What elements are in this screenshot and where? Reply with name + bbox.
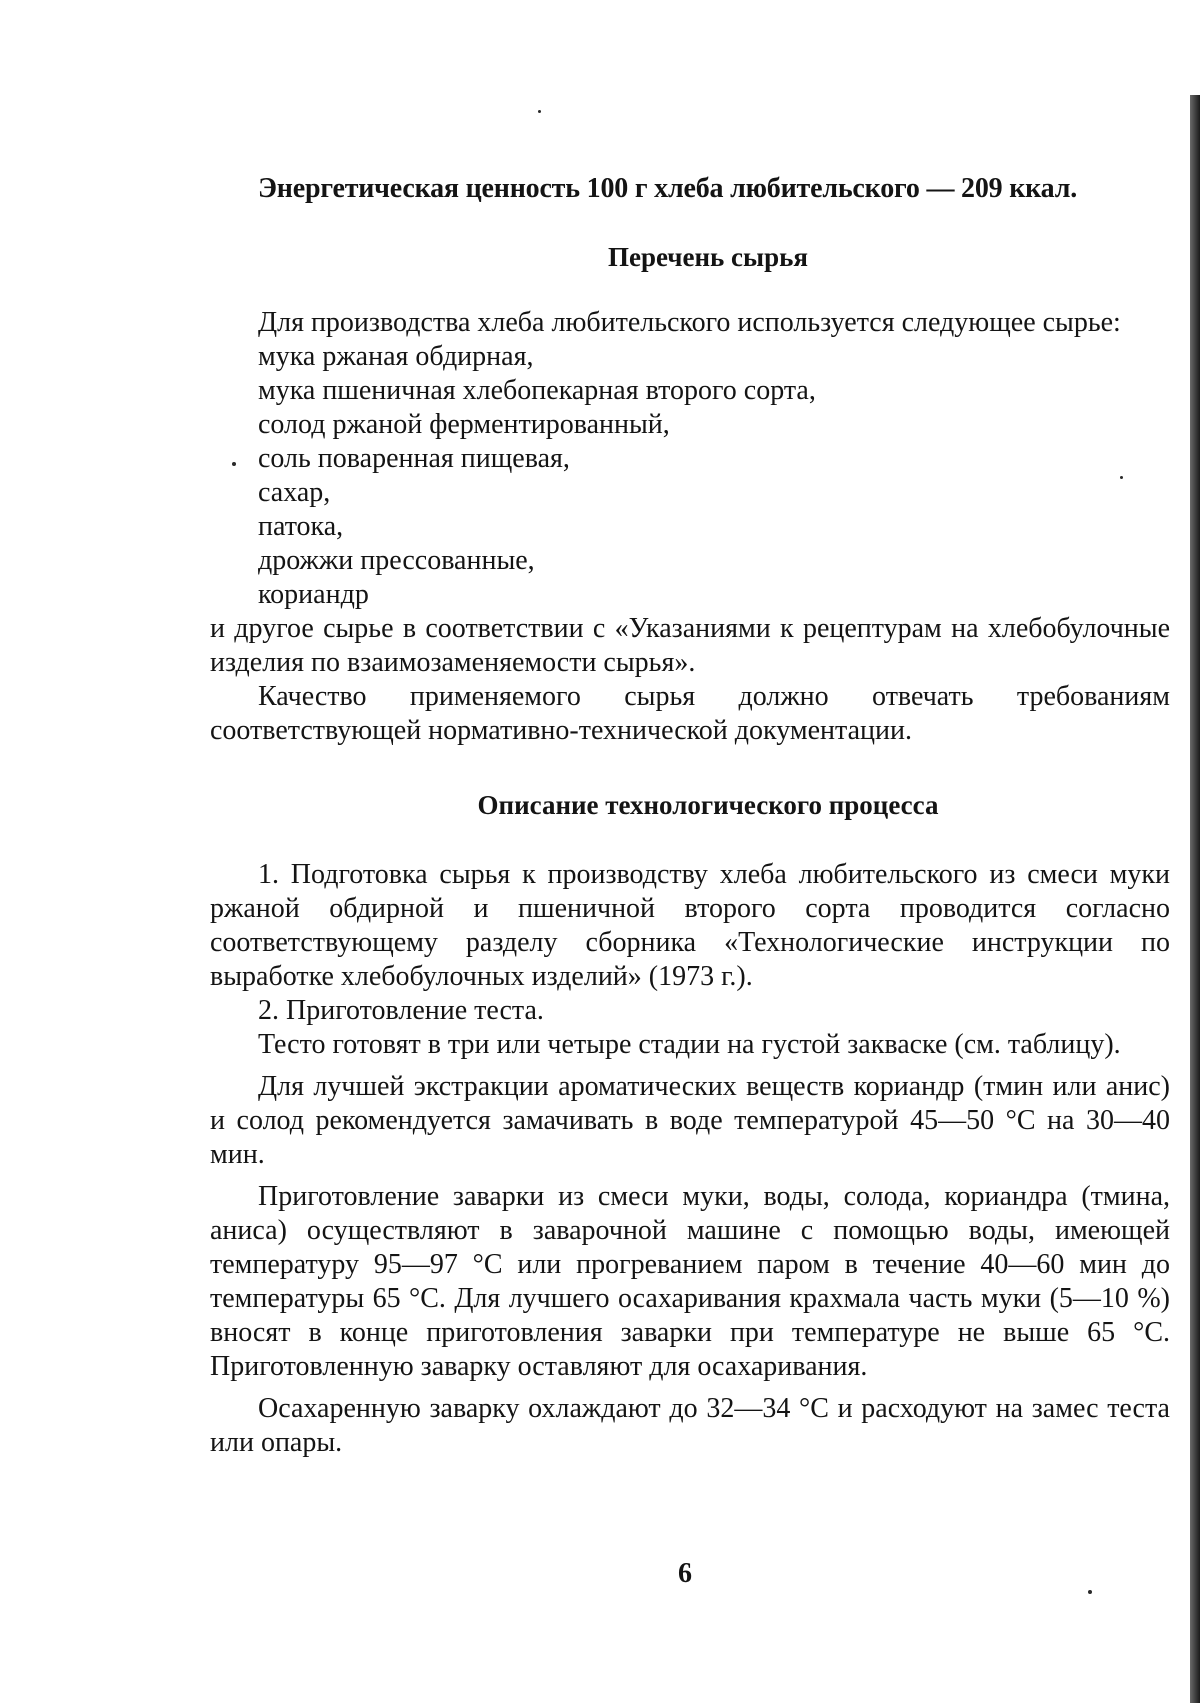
page-number: 6 [0, 1558, 1200, 1590]
list-item: дрожжи прессованные, [258, 544, 1170, 578]
section-title-process: Описание технологического процесса [210, 786, 1170, 824]
quality-paragraph: Качество применяемого сырья должно отвечать требованиям соответствующей нормативно-технической документации. [210, 680, 1170, 748]
process-paragraph: 2. Приготовление теста. [210, 994, 1170, 1028]
scan-speck [232, 462, 236, 466]
list-item: мука ржаная обдирная, [258, 340, 1170, 374]
scan-speck [538, 110, 541, 113]
process-paragraph: Приготовление заварки из смеси муки, воды, солода, кориандра (тмина, аниса) осуществляют в заварочной машине с помощью воды, имеющей температуру 95—97 °С или прогреванием паром в течение 40—60 мин до температуры 65 °С. Для лучшего осахаривания крахмала часть муки (5—10 %) вносят в конце приготовления заварки при температуре не выше 65 °С. Приготовленную заварку оставляют для осахаривания. [210, 1180, 1170, 1384]
list-item: соль поваренная пищевая, [258, 442, 1170, 476]
raw-materials-list [210, 340, 1170, 612]
energy-value-line: Энергетическая ценность 100 г хлеба любительского — 209 ккал. [210, 170, 1170, 208]
process-paragraph: Для лучшей экстракции ароматических веществ кориандр (тмин или анис) и солод рекомендуется замачивать в воде температурой 45—50 °С на 30—40 мин. [210, 1070, 1170, 1172]
scan-speck [1088, 1590, 1092, 1594]
process-paragraph: Тесто готовят в три или четыре стадии на густой закваске (см. таблицу). [210, 1028, 1170, 1062]
list-item: солод ржаной ферментированный, [258, 408, 1170, 442]
list-item: кориандр [258, 578, 1170, 612]
scan-edge-shadow [1190, 95, 1200, 1703]
process-paragraph: Осахаренную заварку охлаждают до 32—34 °С и расходуют на замес теста или опары. [210, 1392, 1170, 1460]
list-item: патока, [258, 510, 1170, 544]
list-item: мука пшеничная хлебопекарная второго сорта, [258, 374, 1170, 408]
scan-speck [1120, 476, 1123, 479]
process-paragraph: 1. Подготовка сырья к производству хлеба любительского из смеси муки ржаной обдирной и пшеничной второго сорта проводится согласно соответствующему разделу сборника «Технологические инструкции по выработке хлебобулочных изделий» (1973 г.). [210, 858, 1170, 994]
document-page [210, 170, 1170, 1460]
raw-materials-outro: и другое сырье в соответствии с «Указаниями к рецептурам на хлебобулочные изделия по взаимозаменяемости сырья». [210, 612, 1170, 680]
section-title-raw-materials: Перечень сырья [210, 238, 1170, 276]
raw-materials-intro: Для производства хлеба любительского используется следующее сырье: [210, 306, 1170, 340]
list-item: сахар, [258, 476, 1170, 510]
